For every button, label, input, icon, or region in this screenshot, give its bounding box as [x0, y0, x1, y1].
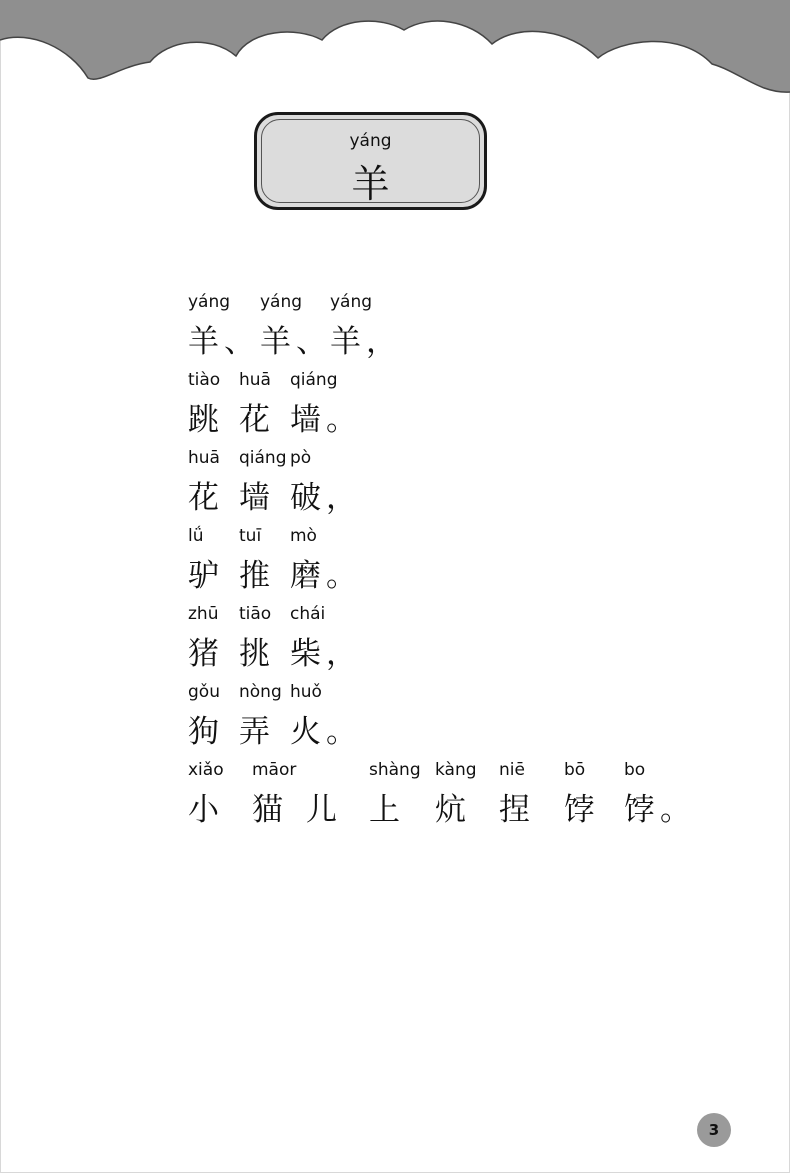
hanzi: 弄 — [239, 714, 270, 750]
title-hanzi: 羊 — [351, 162, 390, 206]
hanzi: 推 — [239, 558, 270, 594]
hanzi: 破 — [290, 480, 321, 516]
hanzi: 狗 — [188, 714, 219, 750]
hanzi: 饽 — [624, 792, 655, 828]
cloud-header-decoration — [0, 0, 790, 100]
pinyin: nòng — [239, 682, 282, 702]
hanzi: 捏 — [499, 792, 530, 828]
punctuation: 、 — [224, 324, 255, 360]
pinyin: huā — [188, 448, 220, 468]
hanzi: 柴 — [290, 636, 321, 672]
hanzi: 小 — [188, 792, 219, 828]
pinyin: yáng — [188, 292, 231, 312]
hanzi: 花 — [188, 480, 219, 516]
punctuation: ， — [366, 324, 397, 360]
hanzi: 上 — [369, 792, 400, 828]
punctuation: 。 — [326, 714, 357, 750]
pinyin: huǒ — [290, 682, 322, 702]
punctuation: 。 — [326, 402, 357, 438]
pinyin: qiáng — [290, 370, 338, 390]
hanzi: 羊 — [330, 324, 361, 360]
pinyin: bo — [624, 760, 646, 780]
punctuation: 。 — [326, 558, 357, 594]
hanzi: 火 — [290, 714, 321, 750]
pinyin: yáng — [260, 292, 303, 312]
pinyin: niē — [499, 760, 525, 780]
hanzi: 墙 — [290, 402, 321, 438]
hanzi: 猫 — [252, 792, 283, 828]
hanzi: 饽 — [564, 792, 595, 828]
punctuation: ， — [326, 480, 357, 516]
hanzi: 羊 — [188, 324, 219, 360]
pinyin: xiǎo — [188, 760, 224, 780]
pinyin: tiāo — [239, 604, 272, 624]
pinyin: tiào — [188, 370, 221, 390]
hanzi: 驴 — [188, 558, 219, 594]
hanzi: 儿 — [306, 792, 337, 828]
punctuation: 。 — [660, 792, 691, 828]
hanzi: 炕 — [435, 792, 466, 828]
pinyin: zhū — [188, 604, 219, 624]
hanzi: 挑 — [239, 636, 270, 672]
hanzi: 羊 — [260, 324, 291, 360]
hanzi: 花 — [239, 402, 270, 438]
pinyin: tuī — [239, 526, 262, 546]
pinyin: chái — [290, 604, 326, 624]
title-box — [254, 112, 487, 210]
pinyin: bō — [564, 760, 586, 780]
hanzi: 猪 — [188, 636, 219, 672]
pinyin: huā — [239, 370, 271, 390]
hanzi: 墙 — [239, 480, 270, 516]
punctuation: 、 — [296, 324, 327, 360]
punctuation: ， — [326, 636, 357, 672]
pinyin: qiáng — [239, 448, 287, 468]
pinyin: shàng — [369, 760, 421, 780]
page-number: 3 — [697, 1113, 731, 1147]
pinyin: lǘ — [188, 526, 204, 546]
hanzi: 跳 — [188, 402, 219, 438]
pinyin: gǒu — [188, 682, 220, 702]
title-pinyin: yáng — [349, 131, 392, 151]
pinyin: mò — [290, 526, 317, 546]
pinyin: kàng — [435, 760, 477, 780]
pinyin: māor — [252, 760, 297, 780]
pinyin: yáng — [330, 292, 373, 312]
hanzi: 磨 — [290, 558, 321, 594]
pinyin: pò — [290, 448, 312, 468]
